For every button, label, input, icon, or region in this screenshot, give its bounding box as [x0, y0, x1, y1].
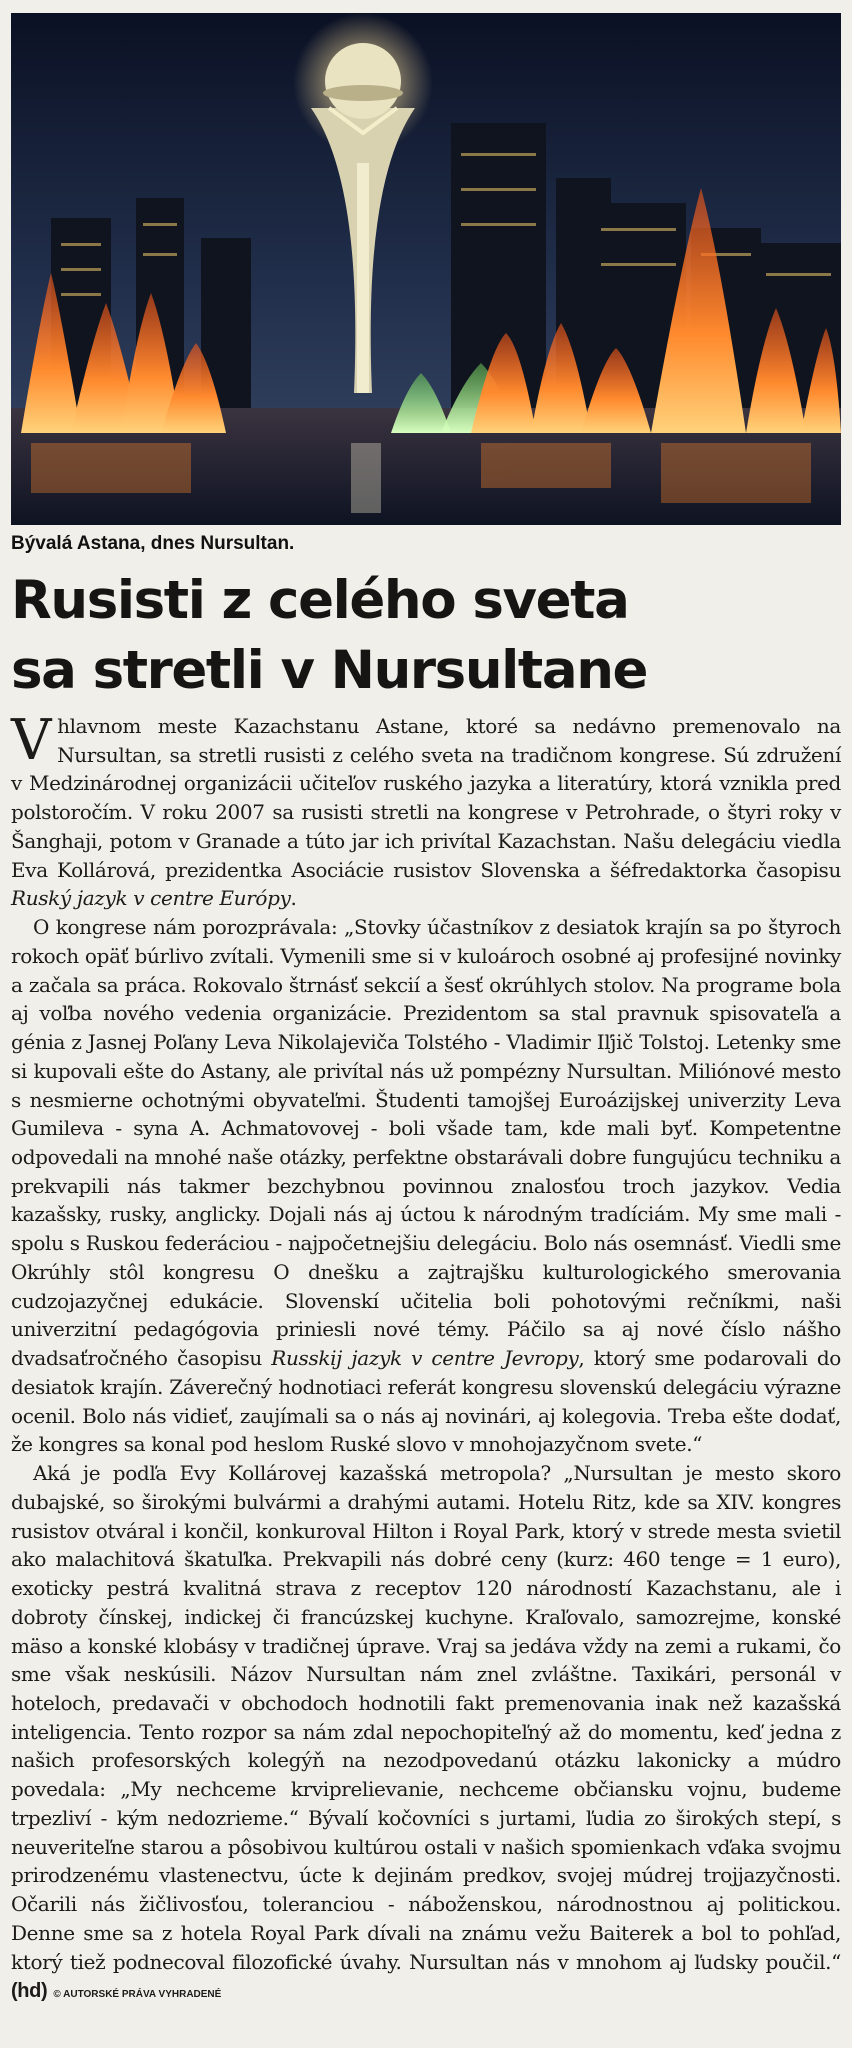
article-headline [11, 566, 846, 706]
paragraph-2: O kongrese nám porozprávala: „Stovky účastníkov z desiatok krajín sa po štyroch rokoch opäť búrlivo zvítali. Vymenili sme si v kuloároch osobné aj profesijné novinky a začala sa práca. Rokovalo štrnásť sekcií a šesť okrúhlych stolov. Na programe bola aj voľba nového vedenia organizácie. Prezidentom sa stal pravnuk spisovateľa a génia z Jasnej Poľany Leva Nikolajeviča Tolstého - Vladimir Iľjič Tolstoj. Letenky sme si kupovali ešte do Astany, ale privítal nás už pompézny Nursultan. Miliónové mesto s nesmierne ochotnými obyvateľmi. Študenti tamojšej Euroázijskej univerzity Leva Gumileva - syna A. Achmatovovej - boli všade tam, kde mali byť. Kompetentne odpovedali na mnohé naše otázky, perfektne obstarávali dobre fungujúcu techniku a prekvapili nás takmer bezchybnou povinnou znalosťou troch jazykov. Vedia kazašsky, rusky, anglicky. Dojali nás aj úctou k národným tradíciám. My sme mali - spolu s Ruskou federáciou - najpočetnejšiu delegáciu. Bolo nás osemnásť. Viedli sme Okrúhly stôl kongresu O dnešku a zajtrajšku kulturologického smerovania cudzojazyčnej edukácie. Slovenskí učitelia boli pohotovými rečníkmi, naši univerzitní pedagógovia priniesli nové témy. Páčilo sa aj nové číslo nášho dvadsaťročného časopisu Russkij jazyk v centre Jevropy, ktorý sme podarovali do desiatok krajín. Záverečný hodnotiaci referát kongresu slovenskú delegáciu výrazne ocenil. Bolo nás vidieť, zaujímali sa o nás aj novinári, aj kolegovia. Treba ešte dodať, že kongres sa konal pod heslom Ruské slovo v mnohojazyčnom svete.“ [11, 915, 841, 1457]
paragraph-3 [11, 1459, 841, 2010]
article-body [11, 708, 841, 2010]
paragraph-2-text: O kongrese nám porozprávala: „Stovky účastníkov z desiatok krajín sa po štyroch rokoch opäť búrlivo zvítali. Vymenili sme si v kuloároch osobné aj profesijné novinky a začala sa práca. Rokovalo štrnásť sekcií a šesť okrúhlych stolov. Na programe bola aj voľba nového vedenia organizácie. Prezidentom sa stal pravnuk spisovateľa a génia z Jasnej Poľany Leva Nikolajeviča Tolstého - Vladimir Iľjič Tolstoj. Letenky sme si kupovali ešte do Astany, ale privítal nás už pompézny Nursultan. Miliónové mesto s nesmierne ochotnými obyvateľmi. Študenti tamojšej Euroázijskej univerzity Leva Gumileva - syna A. Achmatovovej - boli všade tam, kde mali byť. Kompetentne odpovedali na mnohé naše otázky, perfektne obstarávali dobre fungujúcu techniku a prekvapili nás takmer bezchybnou povinnou znalosťou troch jazykov. Vedia kazašsky, rusky, anglicky. Dojali nás aj úctou k národným tradíciám. My sme mali - spolu s Ruskou federáciou - najpočetnejšiu delegáciu. Bolo nás osemnásť. Viedli sme Okrúhly stôl kongresu O dnešku a zajtrajšku kulturologického smerovania cudzojazyčnej edukácie. Slovenskí učitelia boli pohotovými rečníkmi, naši univerzitní pedagógovia priniesli nové témy. Páčilo sa aj nové číslo nášho dvadsaťročného časopisu [11, 915, 841, 1371]
drop-cap: V [11, 708, 52, 773]
copyright-notice: © AUTORSKÉ PRÁVA VYHRADENÉ [53, 1989, 222, 2001]
article-photo [11, 13, 841, 525]
paragraph-3-text: Aká je podľa Evy Kollárovej kazašská metropola? „Nursultan je mesto skoro dubajské, so širokými bulvármi a drahými autami. Hotelu Ritz, kde sa XIV. kongres rusistov otváral i končil, konkuroval Hilton i Royal Park, ktorý v strede mesta svietil ako malachitová škatuľka. Prekvapili nás dobré ceny (kurz: 460 tenge = 1 euro), exoticky pestrá kvalitná strava z receptov 120 národností Kazachstanu, ale i dobroty čínskej, indickej či francúzskej kuchyne. Kraľovalo, samozrejme, konské mäso a konské klobásy v tradičnej úprave. Vraj sa jedáva vždy na zemi a rukami, čo sme však neskúsili. Názov Nursultan nám znel zvláštne. Taxikári, personál v hoteloch, predavači v obchodoch hodnotili fakt premenovania inak než kazašská inteligencia. Tento rozpor sa nám zdal nepochopiteľný až do momentu, keď jedna z našich profesorských kolegýň na nezodpovedanú otázku lakonicky a múdro povedala: „My nechceme krviprelievanie, nechceme občiansku vojnu, budeme trpezliví - kým nedozrieme.“ Bývalí kočovníci s jurtami, ľudia zo širokých stepí, s neuveriteľne starou a pôsobivou kultúrou ostali v našich spomienkach vďaka svojmu prirodzenému vlastenectvu, úcte k dejinám predkov, svojej múdrej trojjazyčnosti. Očarili nás žičlivosťou, toleranciou - náboženskou, národnostnou aj politickou. Denne sme sa z hotela Royal Park dívali na známu vežu Baiterek a bol to pohľad, ktorý tiež podnecoval filozofické úvahy. Nursultan nás v mnohom aj ľudsky poučil.“ [11, 1461, 841, 1974]
headline-line-2: sa stretli v Nursultane [11, 640, 648, 701]
paragraph-1-text: hlavnom meste Kazachstanu Astane, ktoré sa nedávno premenovalo na Nursultan, sa stretli rusisti z celého sveta na tradičnom kongrese. Sú združení v Medzinárodnej organizácii učiteľov ruského jazyka a literatúry, ktorá vznikla pred polstoročím. V roku 2007 sa rusisti stretli na kongrese v Petrohrade, o štyri roky v Šanghaji, potom v Granade a túto jar ich privítal Kazachstan. Našu delegáciu viedla Eva Kollárová, prezidentka Asociácie rusistov Slovenska a šéfredaktorka časopisu [11, 714, 841, 882]
night-city-photo [11, 13, 841, 525]
photo-caption: Bývalá Astana, dnes Nursultan. [11, 533, 295, 554]
paragraph-1: Vhlavnom meste Kazachstanu Astane, ktoré sa nedávno premenovalo na Nursultan, sa stretli rusisti z celého sveta na tradičnom kongrese. Sú združení v Medzinárodnej organizácii učiteľov ruského jazyka a literatúry, ktorá vznikla pred polstoročím. V roku 2007 sa rusisti stretli na kongrese v Petrohrade, o štyri roky v Šanghaji, potom v Granade a túto jar ich privítal Kazachstan. Našu delegáciu viedla Eva Kollárová, prezidentka Asociácie rusistov Slovenska a šéfredaktorka časopisu Ruský jazyk v centre Európy. [11, 708, 841, 911]
magazine-title: Ruský jazyk v centre Európy [11, 886, 291, 911]
magazine-title-russian: Russkij jazyk v centre Jevropy [271, 1346, 579, 1371]
author-signature: (hd) [11, 1980, 48, 2003]
headline-line-1: Rusisti z celého sveta [11, 570, 629, 631]
